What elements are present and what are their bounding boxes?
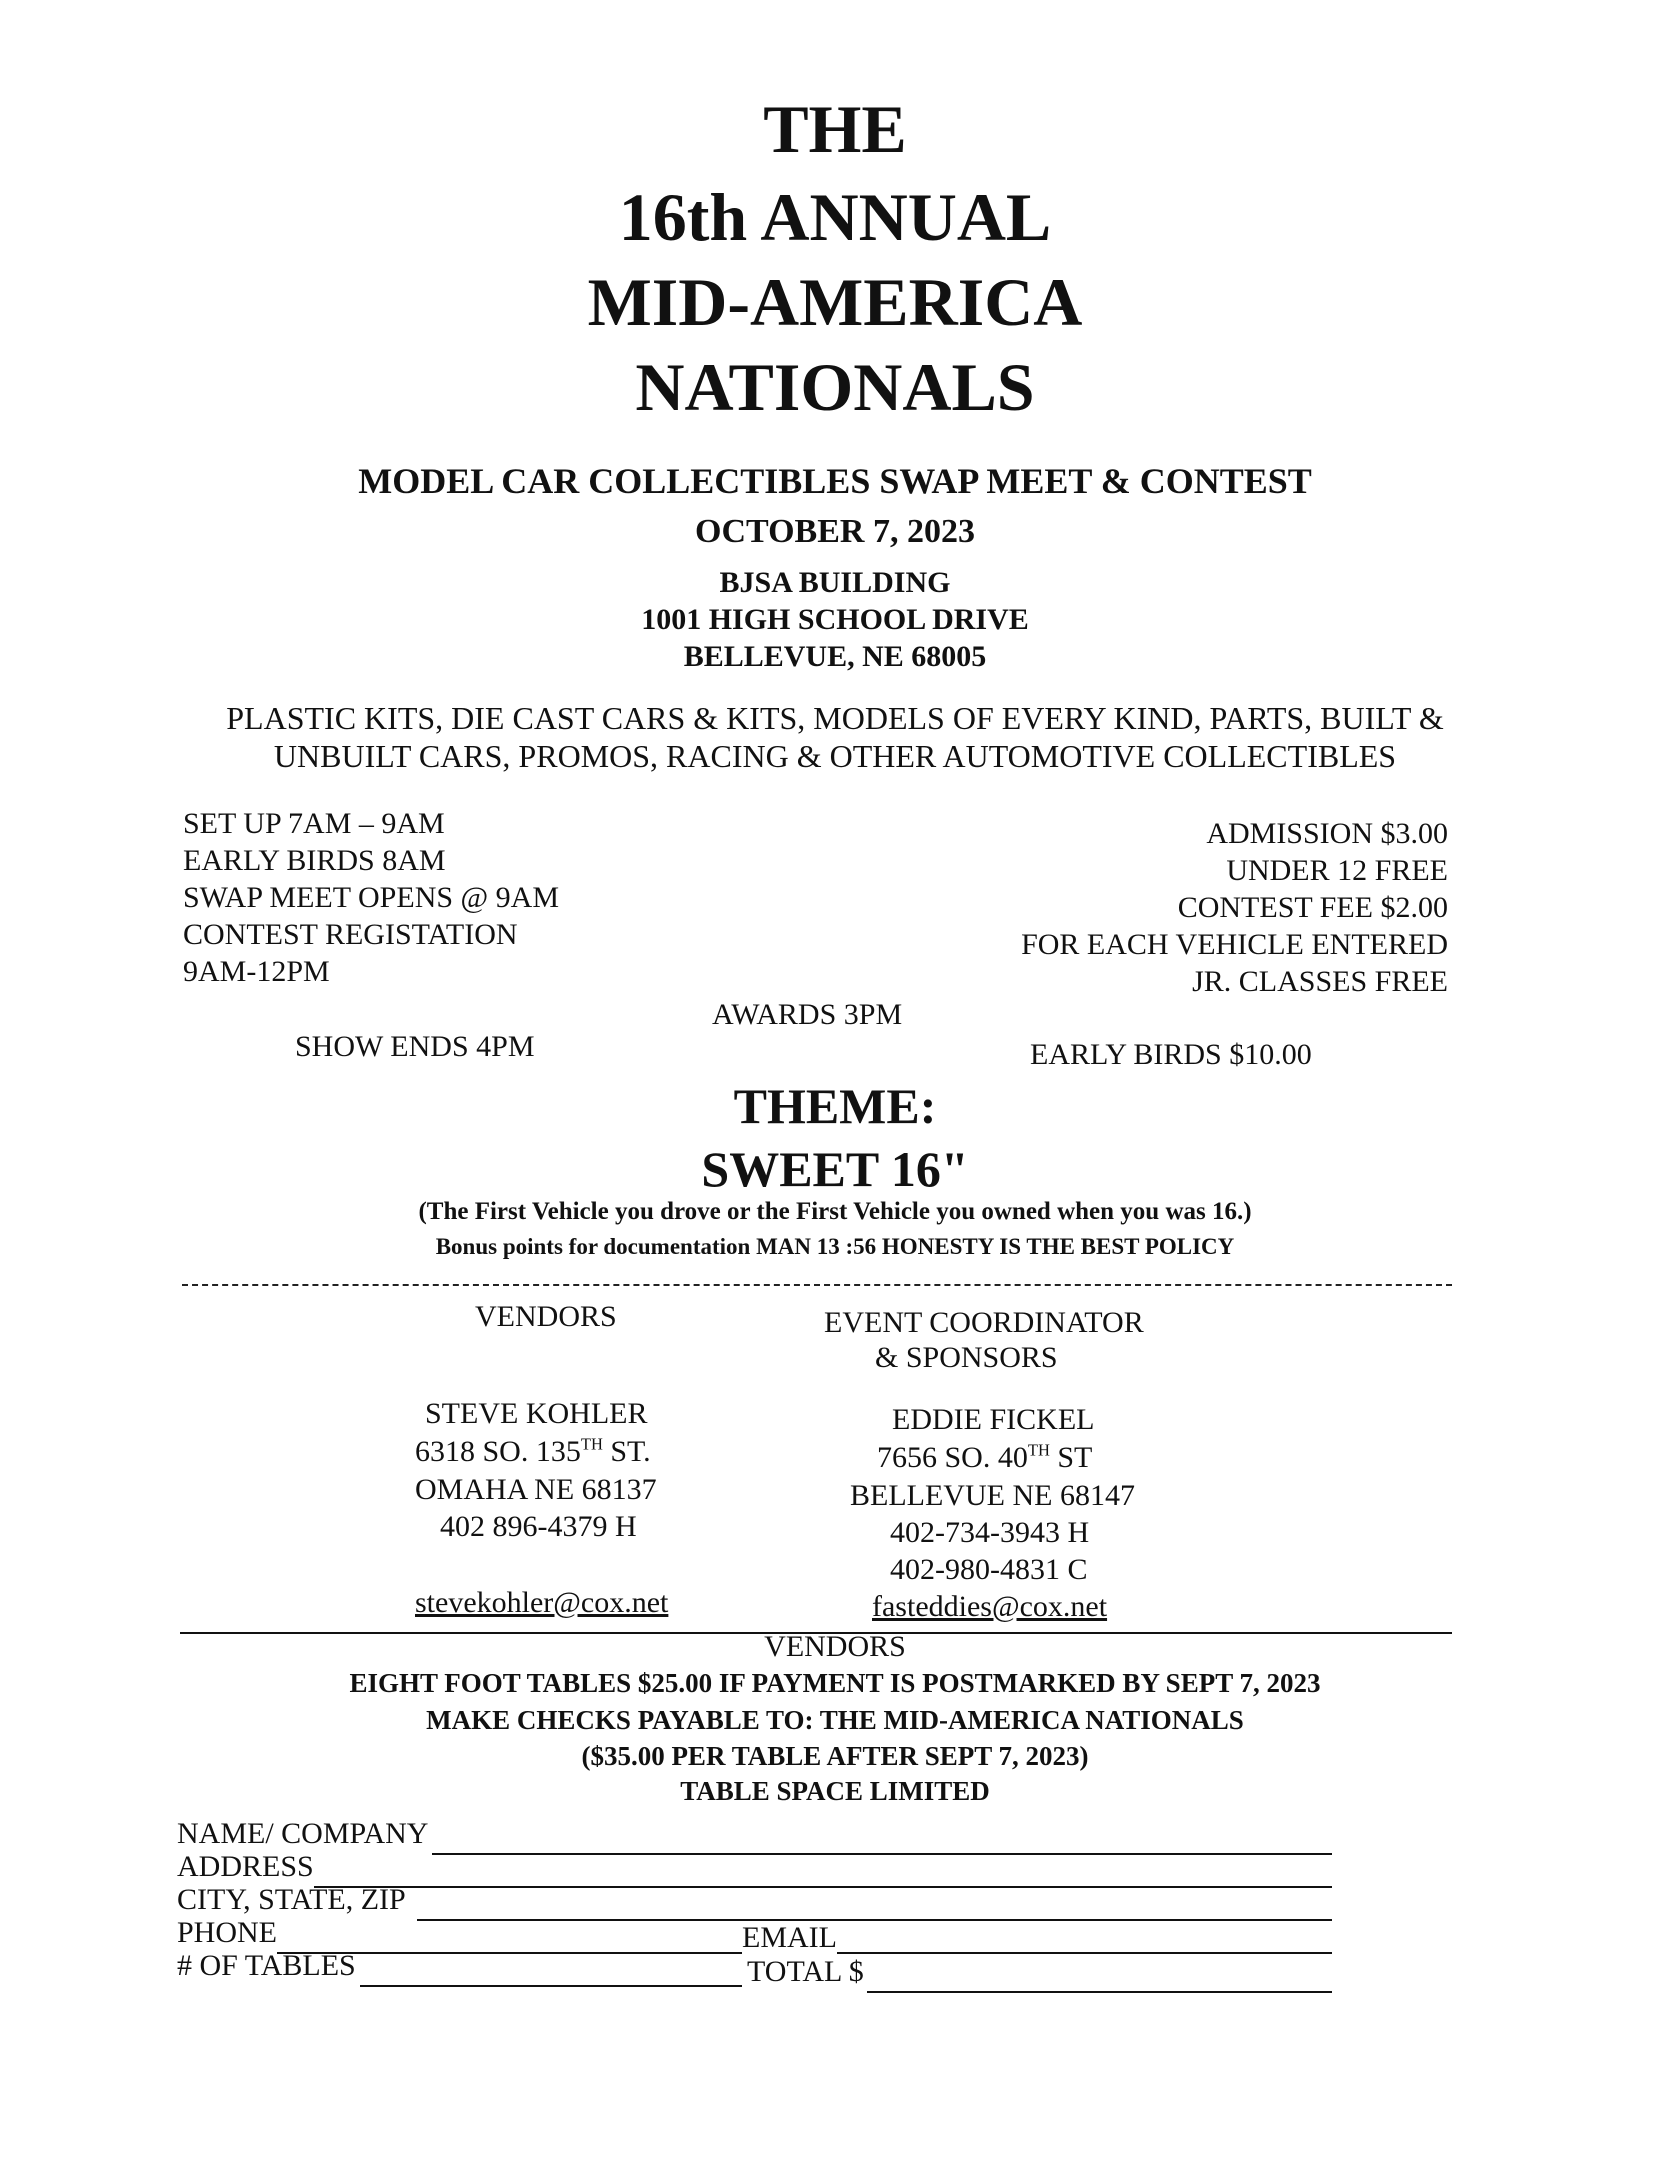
fee-under-12: UNDER 12 FREE <box>1226 854 1448 887</box>
vendor-contact-street: 6318 SO. 135TH ST. <box>415 1434 651 1468</box>
schedule-contest-reg: CONTEST REGISTATION <box>183 918 518 951</box>
vendor-info-tables: EIGHT FOOT TABLES $25.00 IF PAYMENT IS POSTMARKED BY SEPT 7, 2023 <box>349 1668 1321 1698</box>
title-line-2: 16th ANNUAL <box>618 179 1052 255</box>
venue-street: 1001 HIGH SCHOOL DRIVE <box>641 603 1029 636</box>
vendor-info-limited: TABLE SPACE LIMITED <box>680 1776 990 1806</box>
fee-each-vehicle: FOR EACH VEHICLE ENTERED <box>1021 928 1448 961</box>
form-address-field[interactable] <box>314 1886 1332 1888</box>
form-total-field[interactable] <box>867 1991 1332 1993</box>
description-line-2: UNBUILT CARS, PROMOS, RACING & OTHER AUTOMOTIVE COLLECTIBLES <box>273 738 1397 774</box>
vendors-heading: VENDORS <box>475 1300 617 1333</box>
title-line-3: MID-AMERICA <box>587 264 1083 340</box>
coordinator-phone-cell: 402-980-4831 C <box>890 1553 1088 1586</box>
fee-early-birds: EARLY BIRDS $10.00 <box>1030 1038 1312 1071</box>
form-city-label: CITY, STATE, ZIP <box>177 1883 406 1916</box>
form-phone-label: PHONE <box>177 1916 278 1949</box>
vendor-contact-city: OMAHA NE 68137 <box>415 1473 657 1506</box>
form-tables-field[interactable] <box>360 1985 742 1987</box>
form-city-field[interactable] <box>417 1919 1332 1921</box>
coordinator-name: EDDIE FICKEL <box>892 1403 1095 1436</box>
vendor-contact-phone: 402 896-4379 H <box>440 1510 637 1543</box>
schedule-early-birds: EARLY BIRDS 8AM <box>183 844 446 877</box>
vendor-info-heading: VENDORS <box>764 1630 906 1663</box>
title-line-4: NATIONALS <box>635 349 1035 425</box>
vendor-info-late-price: ($35.00 PER TABLE AFTER SEPT 7, 2023) <box>581 1741 1089 1771</box>
venue-name: BJSA BUILDING <box>719 566 951 599</box>
form-name-field[interactable] <box>432 1853 1332 1855</box>
coordinator-street: 7656 SO. 40TH ST <box>877 1440 1093 1474</box>
fee-admission: ADMISSION $3.00 <box>1206 817 1448 850</box>
form-email-label: EMAIL <box>742 1921 837 1954</box>
schedule-show-ends: SHOW ENDS 4PM <box>295 1030 535 1063</box>
vendor-contact-email[interactable]: stevekohler@cox.net <box>415 1586 669 1619</box>
form-address-label: ADDRESS <box>177 1850 314 1883</box>
coordinator-phone-home: 402-734-3943 H <box>890 1516 1090 1549</box>
fee-jr-classes: JR. CLASSES FREE <box>1192 965 1448 998</box>
form-total-label: TOTAL $ <box>747 1955 864 1988</box>
form-name-label: NAME/ COMPANY <box>177 1817 429 1850</box>
vendor-info-checks: MAKE CHECKS PAYABLE TO: THE MID-AMERICA NATIONALS <box>426 1705 1244 1735</box>
theme-bonus: Bonus points for documentation MAN 13 :56 HONESTY IS THE BEST POLICY <box>435 1234 1235 1259</box>
coordinator-city: BELLEVUE NE 68147 <box>850 1479 1135 1512</box>
schedule-setup: SET UP 7AM – 9AM <box>183 807 445 840</box>
venue-city: BELLEVUE, NE 68005 <box>683 640 987 673</box>
form-email-field[interactable] <box>837 1952 1332 1954</box>
theme-label: THEME: <box>733 1078 937 1134</box>
sponsors-heading: & SPONSORS <box>875 1341 1058 1374</box>
schedule-awards: AWARDS 3PM <box>712 998 903 1031</box>
form-tables-label: # OF TABLES <box>177 1949 356 1982</box>
coordinator-heading: EVENT COORDINATOR <box>824 1306 1144 1339</box>
subtitle: MODEL CAR COLLECTIBLES SWAP MEET & CONTEST <box>358 461 1312 501</box>
schedule-swap-opens: SWAP MEET OPENS @ 9AM <box>183 881 560 914</box>
theme-name: SWEET 16" <box>701 1141 969 1197</box>
schedule-contest-hours: 9AM-12PM <box>183 955 330 988</box>
coordinator-email[interactable]: fasteddies@cox.net <box>872 1590 1108 1623</box>
dashed-divider <box>182 1284 1452 1286</box>
title-line-1: THE <box>763 91 907 167</box>
theme-description: (The First Vehicle you drove or the First Vehicle you owned when you was 16.) <box>418 1198 1252 1225</box>
vendor-contact-name: STEVE KOHLER <box>425 1397 648 1430</box>
description-line-1: PLASTIC KITS, DIE CAST CARS & KITS, MODELS OF EVERY KIND, PARTS, BUILT & <box>226 700 1444 736</box>
event-date: OCTOBER 7, 2023 <box>695 513 975 550</box>
fee-contest: CONTEST FEE $2.00 <box>1177 891 1448 924</box>
